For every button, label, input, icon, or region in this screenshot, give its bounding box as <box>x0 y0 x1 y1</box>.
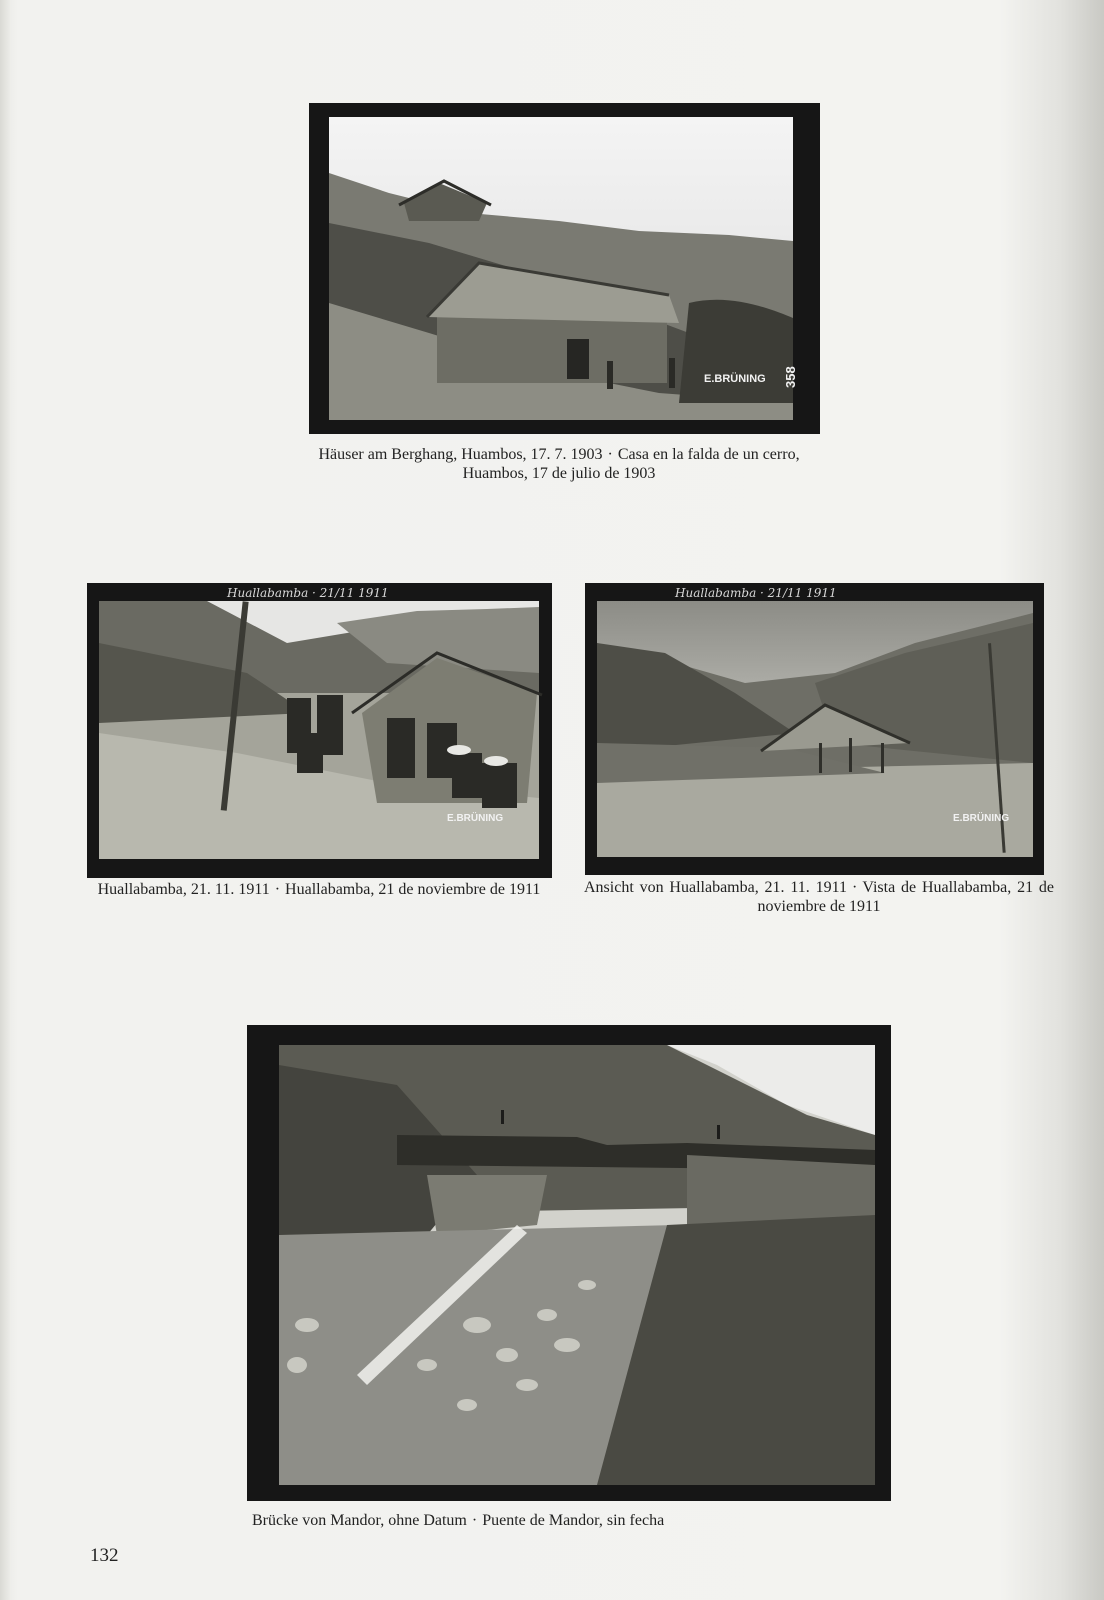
page-edge-shadow <box>0 0 10 1600</box>
photo-huallabamba-view <box>585 583 1044 875</box>
caption-huallabamba-view-es: Vista de Huallabamba, 21 de noviembre de 1911 <box>757 879 1055 915</box>
page-number: 132 <box>90 1545 119 1566</box>
photo-mandor-bridge <box>247 1025 891 1501</box>
photo-2-stamp-name: E.BRÜNING <box>447 813 504 824</box>
caption-houses-hillside-de: Häuser am Berghang, Huambos, 17. 7. 1903 <box>318 446 603 463</box>
photo-1-stamp-name: E.BRÜNING <box>704 373 766 385</box>
caption-mandor-bridge-es: Puente de Mandor, sin fecha <box>482 1512 665 1529</box>
photo-3-stamp-name: E.BRÜNING <box>953 813 1010 824</box>
photo-2-edge-note: Huallabamba · 21/11 1911 <box>227 586 389 600</box>
photo-mandor-bridge-image <box>247 1025 891 1501</box>
photo-houses-hillside-image <box>309 103 820 434</box>
caption-mandor-bridge-de: Brücke von Mandor, ohne Datum <box>252 1512 467 1529</box>
caption-separator: · <box>852 879 858 896</box>
caption-houses-hillside <box>305 445 813 483</box>
caption-huallabamba-view-de: Ansicht von Huallabamba, 21. 11. 1911 <box>584 879 848 896</box>
caption-huallabamba-view <box>584 878 1054 916</box>
photo-huallabamba-people-image <box>87 583 552 878</box>
caption-mandor-bridge <box>252 1511 852 1530</box>
caption-separator: · <box>274 881 281 898</box>
photo-houses-hillside <box>309 103 820 434</box>
caption-houses-hillside-es: Casa en la falda de un cerro, Huambos, 17 de julio de 1903 <box>462 446 800 482</box>
photo-1-stamp-number: 358 <box>783 366 798 388</box>
caption-huallabamba-people-de: Huallabamba, 21. 11. 1911 <box>97 881 270 898</box>
caption-huallabamba-people-es: Huallabamba, 21 de noviembre de 1911 <box>285 881 541 898</box>
photo-huallabamba-view-image <box>585 583 1044 875</box>
caption-huallabamba-people <box>86 880 552 899</box>
caption-separator: · <box>607 446 613 463</box>
caption-separator: · <box>471 1512 478 1529</box>
photo-3-edge-note: Huallabamba · 21/11 1911 <box>675 586 837 600</box>
photo-huallabamba-people <box>87 583 552 878</box>
